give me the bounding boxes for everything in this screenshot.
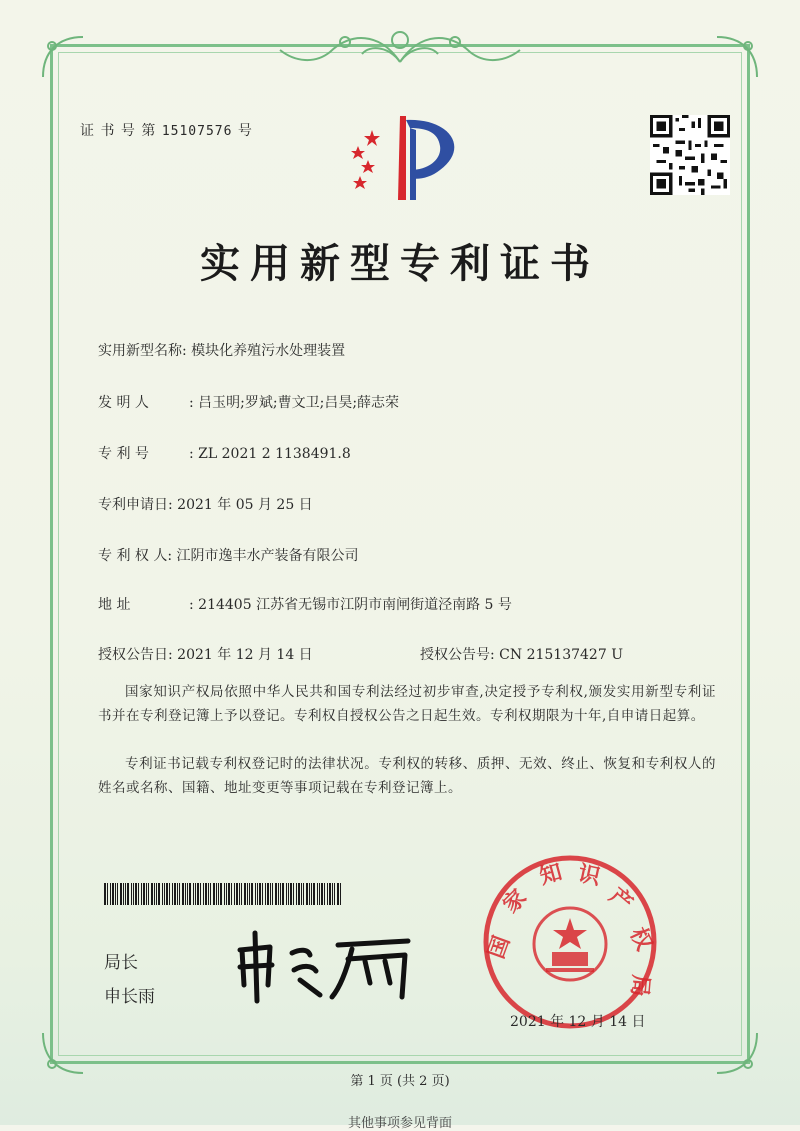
certificate-title: 实用新型专利证书 (200, 240, 600, 287)
seal-date: 2021 年 12 月 14 日 (510, 1014, 646, 1030)
inventor-value: 吕玉明;罗斌;曹文卫;吕昊;薛志荣 (198, 395, 400, 411)
certificate-number-value: 15107576 (161, 124, 233, 139)
barcode-icon (104, 883, 344, 905)
filing-date-row (98, 494, 313, 514)
grant-number-label: 授权公告号: (420, 647, 495, 663)
inventor-row: 发 明 人 : 吕玉明;罗斌;曹文卫;吕昊;薛志荣 (98, 392, 399, 412)
certificate-number (80, 120, 253, 140)
corner-ornament-icon (38, 32, 88, 82)
grant-date-row (98, 644, 313, 664)
grant-number-value: CN 215137427 U (499, 647, 623, 663)
svg-text:知: 知 (537, 859, 565, 890)
director-title: 局长 (104, 953, 138, 973)
page-indicator: 第 1 页 (共 2 页) (350, 1074, 450, 1089)
patent-number-row: 专 利 号 : ZL 2021 2 1138491.8 (98, 443, 351, 463)
certificate-number-suffix: 号 (237, 123, 253, 139)
patent-number-value: ZL 2021 2 1138491.8 (198, 446, 351, 462)
official-seal-icon (480, 852, 660, 1032)
inventor-label: 发 明 人 (98, 395, 149, 411)
address-label: 地 址 (98, 597, 131, 613)
utility-model-name-value: 模块化养殖污水处理装置 (191, 343, 346, 359)
filing-date-label: 专利申请日: (98, 497, 173, 513)
filing-date-value: 2021 年 05 月 25 日 (177, 497, 313, 513)
legal-status-paragraph: 专利证书记载专利权登记时的法律状况。专利权的转移、质押、无效、终止、恢复和专利权人的姓名或名称、国籍、地址变更等事项记载在专利登记簿上。 (98, 756, 716, 796)
svg-text:产: 产 (604, 883, 638, 917)
top-ornament-icon (270, 22, 530, 72)
corner-ornament-icon (712, 32, 762, 82)
reverse-side-note: 其他事项参见背面 (347, 1116, 452, 1131)
patentee-label: 专 利 权 人: (98, 548, 173, 564)
grant-statement-paragraph: 国家知识产权局依照中华人民共和国专利法经过初步审查,决定授予专利权,颁发实用新型专利证书并在专利登记簿上予以登记。专利权自授权公告之日起生效。专利权期限为十年,自申请日起算。 (98, 684, 716, 724)
utility-model-name-row (98, 340, 345, 360)
grant-date-value: 2021 年 12 月 14 日 (177, 647, 313, 663)
director-name: 申长雨 (104, 987, 155, 1007)
svg-text:局: 局 (626, 973, 653, 998)
grant-date-label: 授权公告日: (98, 647, 173, 663)
svg-text:识: 识 (575, 861, 603, 891)
patentee-row (98, 545, 359, 565)
cnipa-logo-icon (340, 108, 470, 208)
svg-text:权: 权 (624, 923, 657, 955)
certificate-number-label: 证 书 号 第 (80, 123, 157, 139)
patent-number-label: 专 利 号 (98, 446, 149, 462)
svg-text:国: 国 (484, 932, 516, 963)
svg-text:家: 家 (498, 884, 532, 919)
address-value: 214405 江苏省无锡市江阴市南闸街道泾南路 5 号 (198, 597, 512, 613)
patentee-value: 江阴市逸丰水产装备有限公司 (176, 548, 359, 564)
qr-code-icon (650, 115, 730, 195)
grant-number-row (420, 644, 623, 664)
director-signature-icon (230, 925, 420, 1005)
utility-model-name-label: 实用新型名称: (98, 343, 187, 359)
address-row: 地 址 : 214405 江苏省无锡市江阴市南闸街道泾南路 5 号 (98, 594, 512, 614)
